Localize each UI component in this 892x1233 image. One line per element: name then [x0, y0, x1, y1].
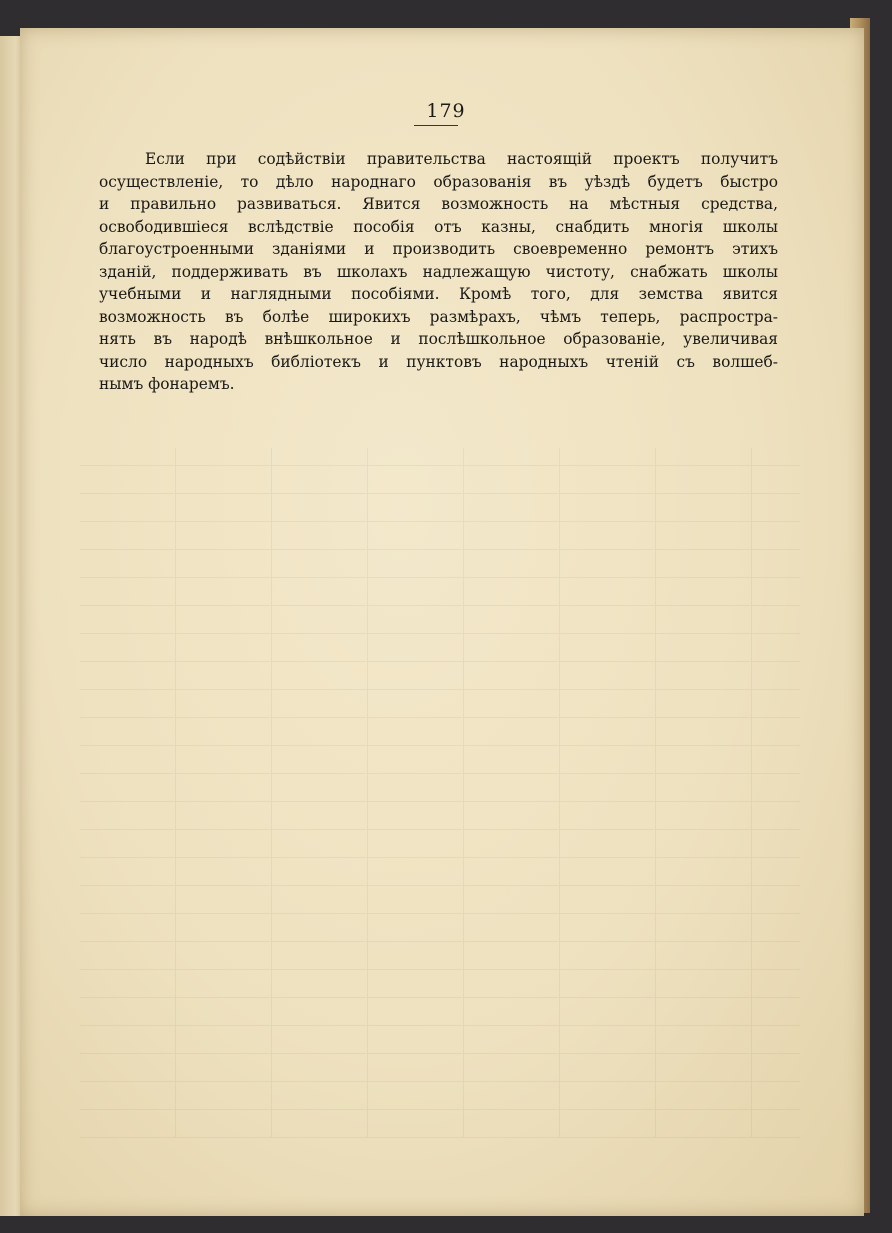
paragraph-line: Если при содѣйствіи правительства настоящій проектъ получитъ — [145, 150, 778, 168]
paragraph-line: число народныхъ библіотекъ и пунктовъ народныхъ чтеній съ волшеб- — [99, 352, 778, 371]
page-number-underline — [414, 125, 458, 126]
paragraph-line: освободившіеся вслѣдствіе пособія отъ казны, снабдить многія школы — [99, 217, 778, 236]
paragraph-line: учебными и наглядными пособіями. Кромѣ того, для земства явится — [99, 285, 778, 303]
paragraph-line: благоустроенными зданіями и производить своевременно ремонтъ этихъ — [99, 240, 778, 258]
paragraph-line: нять въ народѣ внѣшкольное и послѣшкольное образованіе, увеличивая — [99, 330, 778, 348]
paragraph-line: зданій, поддерживать въ школахъ надлежащую чистоту, снабжать школы — [99, 262, 778, 281]
paragraph-line: нымъ фонаремъ. — [99, 375, 235, 393]
body-paragraph — [99, 148, 778, 396]
paragraph-line: возможность въ болѣе широкихъ размѣрахъ, чѣмъ теперь, распростра- — [99, 307, 778, 326]
page-number: 179 — [426, 100, 466, 122]
paragraph-line: и правильно развиваться. Явится возможность на мѣстныя средства, — [99, 195, 778, 213]
bleed-through-table — [80, 448, 800, 1138]
paragraph-line: осуществленіе, то дѣло народнаго образованія въ уѣздѣ будетъ быстро — [99, 172, 778, 191]
